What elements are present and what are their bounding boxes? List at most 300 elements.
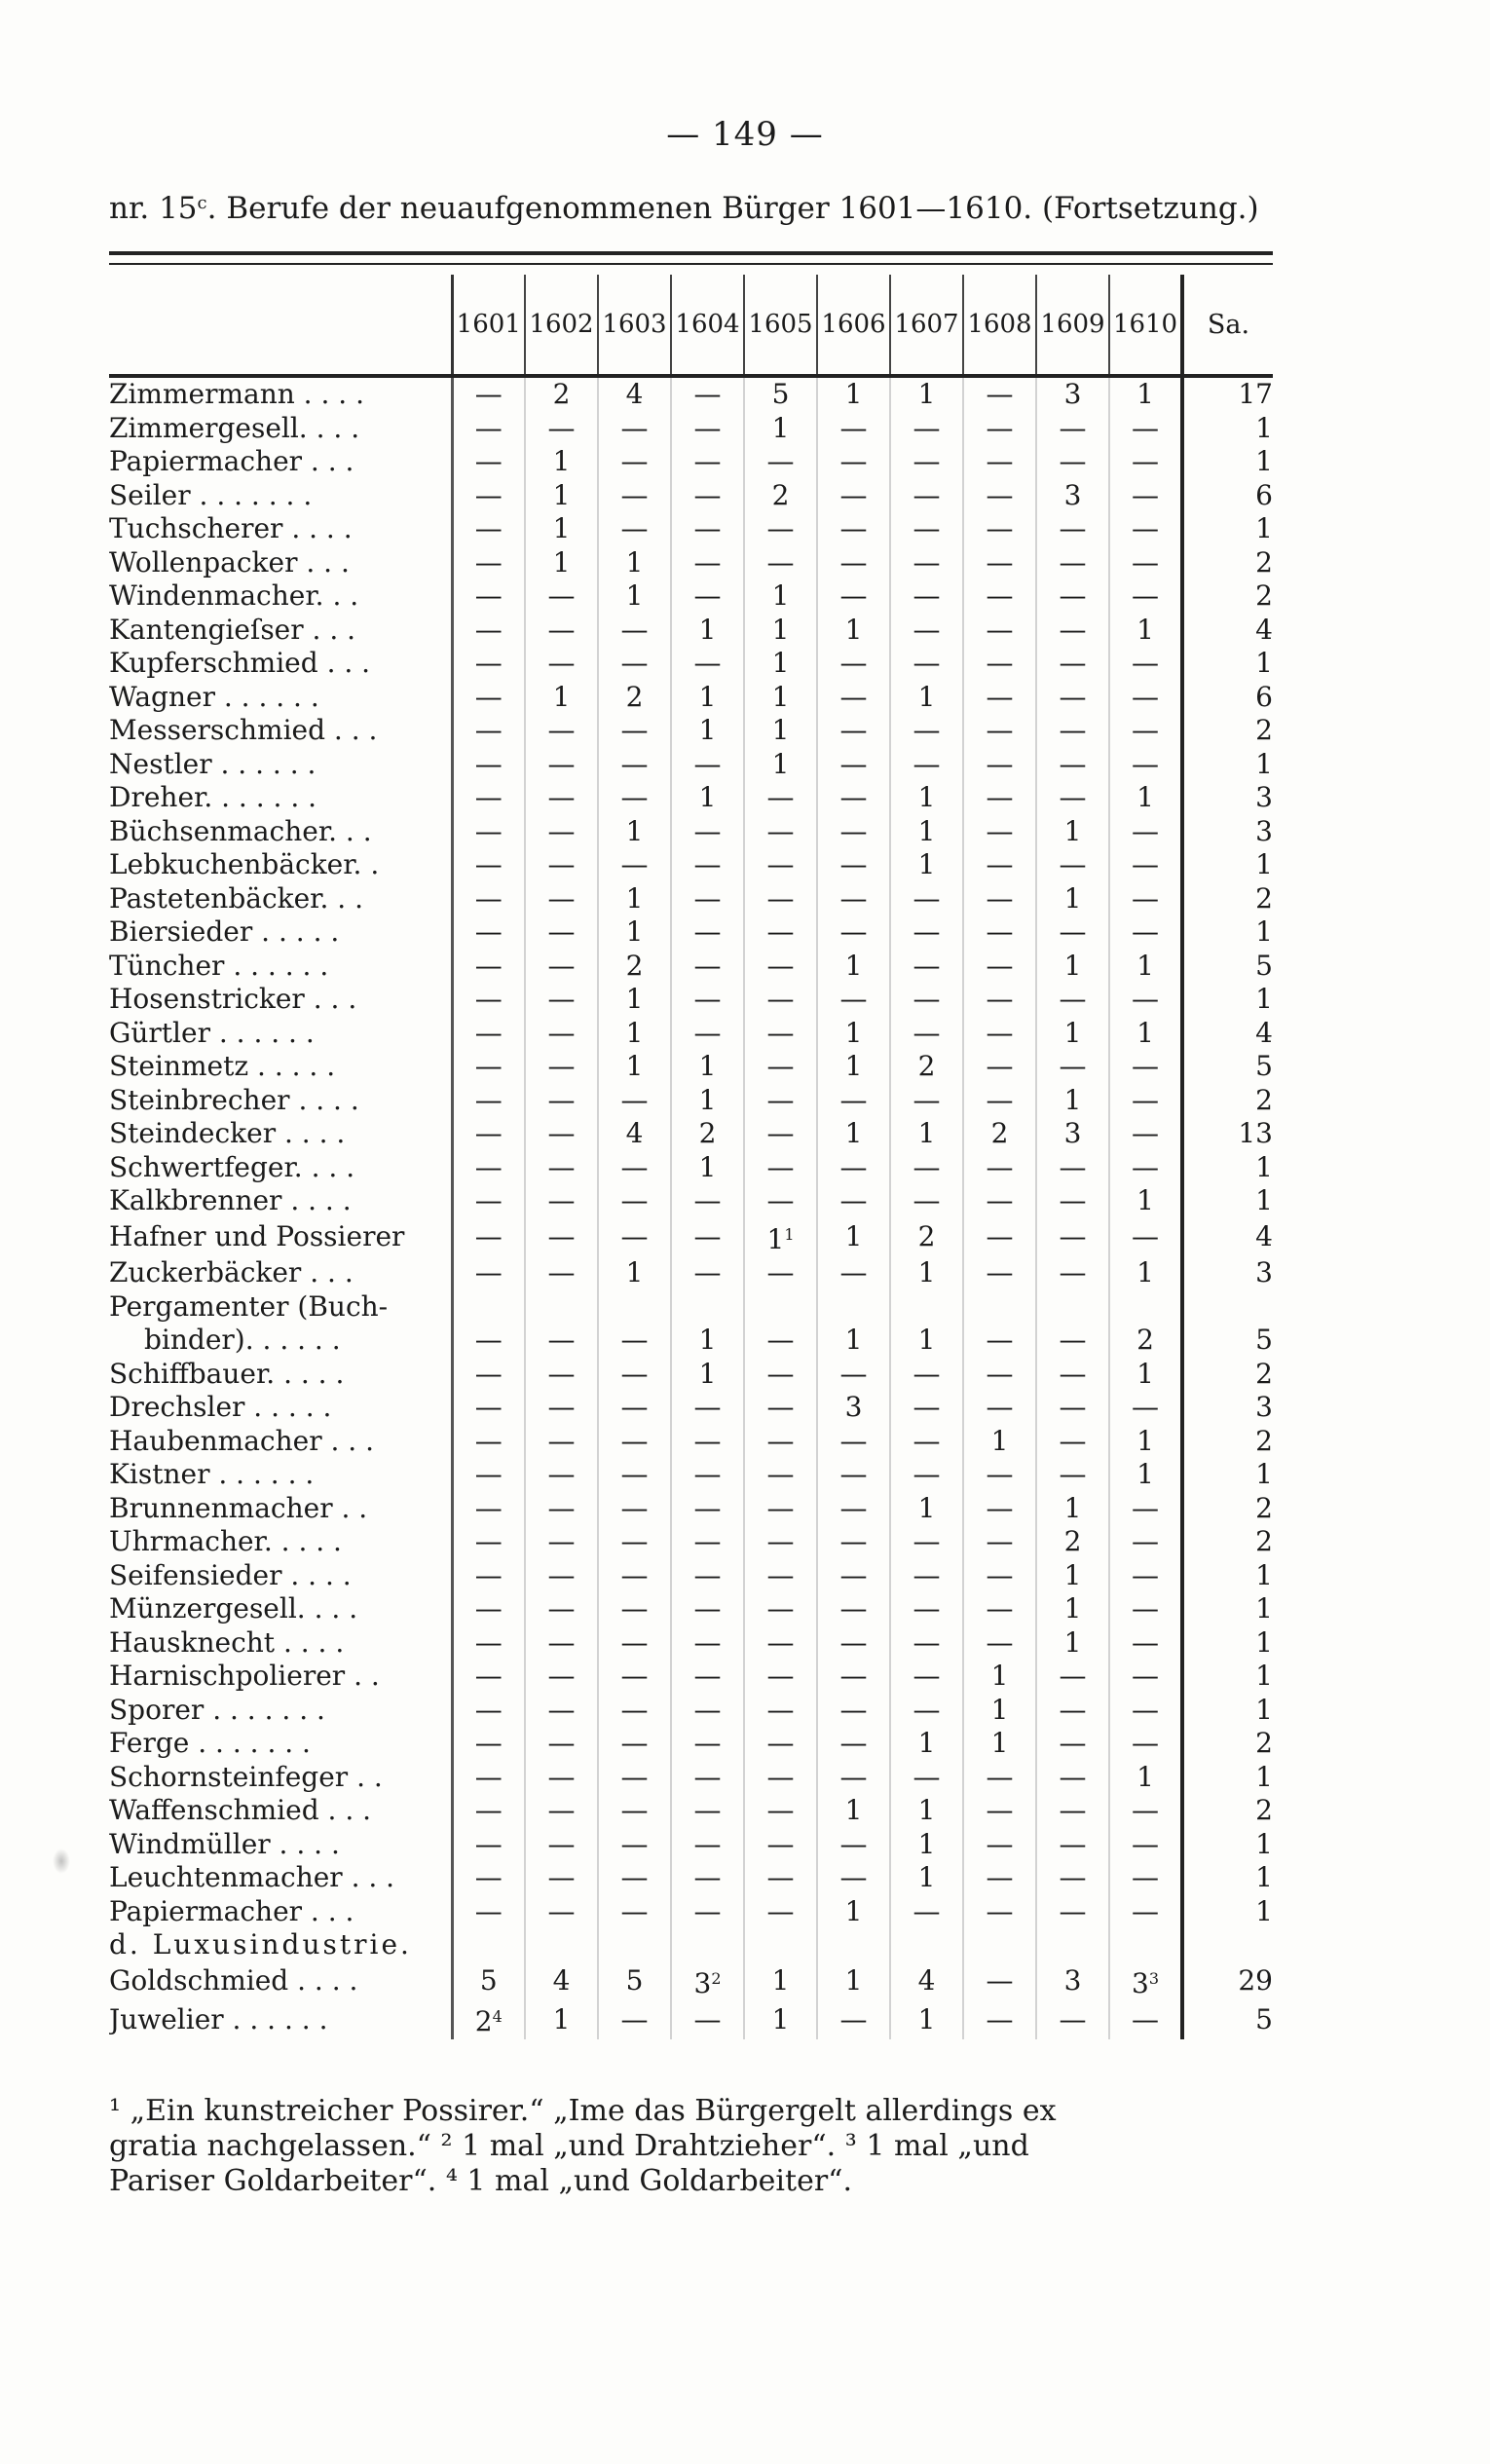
cell-value: — (474, 545, 503, 579)
occupation-name: Steinmetz . . . . . (109, 1050, 336, 1082)
cell-value: 2 (990, 1117, 1009, 1149)
cell-value: — (693, 1760, 722, 1793)
cell-value: 4 (625, 378, 644, 410)
table-row (109, 815, 1273, 849)
year-cell (963, 714, 1036, 748)
cell-value: 1 (917, 1861, 936, 1893)
cell-value: — (1059, 445, 1087, 477)
year-cell (817, 1559, 890, 1593)
header-year: 1609 (1036, 275, 1109, 374)
year-cell (890, 748, 963, 782)
year-cell (963, 579, 1036, 614)
year-cell (1036, 1458, 1109, 1492)
occupation-name: Brunnenmacher . . (109, 1491, 368, 1524)
cell-value: — (474, 1558, 503, 1591)
cell-value: 1 (844, 613, 863, 646)
cell-value: — (1059, 915, 1087, 948)
cell-value: — (547, 1693, 576, 1726)
year-cell (963, 1391, 1036, 1425)
year-cell (744, 479, 817, 513)
cell-value: 1 (917, 1117, 936, 1149)
cell-value: — (693, 747, 722, 780)
row-sum: 2 (1182, 579, 1273, 614)
cell-value: — (1132, 1592, 1159, 1624)
cell-value: — (839, 814, 868, 847)
year-cell (1036, 579, 1109, 614)
year-cell (890, 1559, 963, 1593)
year-cell (744, 1492, 817, 1526)
cell-value: — (1059, 613, 1087, 646)
year-cell (817, 1592, 890, 1626)
year-cell (1109, 1151, 1182, 1185)
year-cell (671, 781, 744, 815)
occupation-name: Schornsteinfeger . . (109, 1760, 383, 1793)
year-cell (525, 1218, 598, 1257)
cell-value: — (474, 949, 503, 982)
occupation-name: Schwertfeger. . . . (109, 1150, 355, 1183)
year-cell (1036, 1559, 1109, 1593)
cell-value: — (620, 2002, 649, 2035)
year-cell (1036, 1184, 1109, 1218)
year-cell (744, 1761, 817, 1795)
cell-value: 1 (771, 747, 790, 780)
cell-value: 1 (917, 781, 936, 813)
occupation-name: Zimmergesell. . . . (109, 411, 360, 444)
year-cell (890, 950, 963, 984)
year-cell (525, 781, 598, 815)
year-cell (1109, 815, 1182, 849)
cell-value: 4 (625, 1117, 644, 1149)
year-cell (671, 848, 744, 882)
row-sum: 6 (1182, 479, 1273, 513)
cell-value: — (839, 915, 868, 948)
year-cell (1036, 1084, 1109, 1118)
table-row (109, 950, 1273, 984)
row-sum: 1 (1182, 412, 1273, 446)
cell-value: — (986, 1184, 1014, 1216)
cell-value: — (474, 915, 503, 948)
year-cell (598, 1425, 671, 1459)
cell-value: — (547, 1324, 576, 1356)
cell-value: — (474, 1525, 503, 1557)
cell-value: 1 (1136, 1458, 1154, 1490)
year-cell (963, 1084, 1036, 1118)
year-cell (671, 614, 744, 648)
year-cell (598, 376, 671, 412)
table-row (109, 1761, 1273, 1795)
cell-value: — (766, 445, 795, 477)
cell-value: — (986, 1525, 1014, 1557)
year-cell (598, 748, 671, 782)
year-cell (817, 815, 890, 849)
cell-value: 1 (625, 579, 644, 612)
year-cell (525, 1694, 598, 1728)
row-sum: 5 (1182, 2000, 1273, 2039)
cell-value: — (839, 881, 868, 915)
year-cell (671, 915, 744, 950)
year-cell (452, 848, 525, 882)
cell-value: — (839, 1525, 868, 1557)
year-cell (598, 1895, 671, 1929)
cell-value: — (620, 478, 649, 511)
footnotes (109, 2094, 1273, 2199)
cell-value: — (474, 1592, 503, 1624)
year-cell (817, 1084, 890, 1118)
cell-value: — (1132, 647, 1159, 679)
year-cell (598, 1458, 671, 1492)
year-cell (963, 1184, 1036, 1218)
year-cell (963, 614, 1036, 648)
row-sum: 1 (1182, 915, 1273, 950)
cell-value: — (986, 1760, 1014, 1793)
cell-value: 1 (771, 613, 790, 646)
year-cell (890, 815, 963, 849)
cell-value: — (620, 1894, 649, 1927)
cell-value: — (766, 1760, 795, 1793)
cell-value: 1 (552, 445, 571, 477)
year-cell (744, 1290, 817, 1325)
year-cell (671, 1458, 744, 1492)
cell-value: — (839, 478, 868, 511)
cell-value: — (547, 915, 576, 948)
year-cell (1036, 1928, 1109, 1962)
table-row (109, 781, 1273, 815)
year-cell (963, 1895, 1036, 1929)
cell-value: — (693, 2002, 722, 2035)
row-sum: 1 (1182, 1184, 1273, 1218)
section-heading: d. Luxusindustrie. (109, 1928, 412, 1960)
year-cell (1109, 1928, 1182, 1962)
footnote-line-3: Pariser Goldarbeiter“. ⁴ 1 mal „und Goldarbeiter“. (109, 2164, 853, 2198)
row-sum: 3 (1182, 1391, 1273, 1425)
cell-value: — (474, 1827, 503, 1860)
cell-value: — (839, 647, 868, 679)
year-cell (525, 1358, 598, 1392)
year-cell (452, 1492, 525, 1526)
cell-value: — (913, 949, 941, 982)
year-cell (890, 848, 963, 882)
cell-value: 5 (771, 378, 790, 410)
year-cell (1109, 714, 1182, 748)
cell-value: 1 (917, 680, 936, 713)
cell-value: — (986, 1592, 1014, 1624)
year-cell (452, 1525, 525, 1559)
year-cell (1036, 647, 1109, 681)
cell-value: — (839, 1660, 868, 1692)
cell-value: — (1132, 714, 1159, 746)
cell-value: — (693, 881, 722, 915)
year-cell (1036, 2000, 1109, 2039)
year-cell (1036, 1592, 1109, 1626)
year-cell (1036, 614, 1109, 648)
cell-value: — (693, 814, 722, 847)
year-cell (1036, 1324, 1109, 1358)
year-cell (525, 1592, 598, 1626)
cell-value: — (766, 1256, 795, 1288)
year-cell (890, 1151, 963, 1185)
cell-value: 1 (1063, 1491, 1082, 1524)
cell-value: — (986, 881, 1014, 915)
year-cell (452, 479, 525, 513)
year-cell (890, 412, 963, 446)
cell-value: — (1059, 680, 1087, 713)
cell-value: 3 (844, 1391, 863, 1423)
year-cell (744, 1861, 817, 1895)
year-cell (525, 1184, 598, 1218)
year-cell (744, 614, 817, 648)
year-cell (744, 1084, 817, 1118)
cell-value: — (547, 1016, 576, 1049)
year-cell (817, 614, 890, 648)
cell-value: — (913, 881, 941, 915)
year-cell (525, 1828, 598, 1862)
cell-value: — (693, 1592, 722, 1624)
cell-value: — (839, 1184, 868, 1216)
year-cell (598, 1761, 671, 1795)
cell-value: — (1132, 579, 1159, 612)
year-cell (963, 479, 1036, 513)
cell-value: — (1132, 478, 1159, 511)
cell-value: — (839, 512, 868, 544)
cell-value: — (620, 1558, 649, 1591)
cell-value: — (1132, 915, 1159, 948)
year-cell (598, 512, 671, 546)
year-cell (452, 1861, 525, 1895)
table-row (109, 1184, 1273, 1218)
cell-value: — (620, 1794, 649, 1826)
cell-value: 1 (771, 579, 790, 612)
year-cell (890, 681, 963, 715)
cell-value: — (1059, 579, 1087, 612)
year-cell (744, 1391, 817, 1425)
year-cell (598, 1559, 671, 1593)
year-cell (890, 1828, 963, 1862)
year-cell (671, 1592, 744, 1626)
year-cell (744, 1794, 817, 1828)
cell-value: — (766, 1727, 795, 1759)
cell-value: — (547, 1083, 576, 1116)
cell-value: 2 (698, 1117, 717, 1149)
row-sum: 5 (1182, 1324, 1273, 1358)
year-cell (744, 1458, 817, 1492)
year-cell (598, 1727, 671, 1761)
year-cell (817, 1828, 890, 1862)
year-cell (671, 1391, 744, 1425)
year-cell (1109, 748, 1182, 782)
year-cell (744, 681, 817, 715)
year-cell (817, 950, 890, 984)
table-caption (109, 191, 1278, 226)
cell-value: 1 (552, 478, 571, 511)
year-cell (671, 1184, 744, 1218)
year-cell (452, 1794, 525, 1828)
year-cell (452, 1117, 525, 1151)
cell-value: — (474, 1727, 503, 1759)
year-cell (744, 445, 817, 479)
header-year: 1603 (598, 275, 671, 374)
year-cell (744, 647, 817, 681)
cell-value: — (913, 1424, 941, 1457)
year-cell (890, 1895, 963, 1929)
cell-value: — (693, 1458, 722, 1490)
cell-value: — (766, 1491, 795, 1524)
year-cell (890, 882, 963, 916)
year-cell (817, 748, 890, 782)
year-cell (890, 1694, 963, 1728)
year-cell (817, 1962, 890, 2001)
year-cell (963, 1492, 1036, 1526)
cell-value: — (693, 411, 722, 444)
header-year: 1601 (452, 275, 525, 374)
cell-value: — (474, 1256, 503, 1288)
cell-value: 1 (552, 680, 571, 713)
year-cell (963, 2000, 1036, 2039)
cell-value: — (839, 445, 868, 477)
year-cell (1036, 1525, 1109, 1559)
cell-value: — (913, 1525, 941, 1557)
cell-value: — (1132, 1050, 1159, 1082)
cell-value: — (547, 1424, 576, 1457)
year-cell (817, 1050, 890, 1084)
year-cell (1036, 1358, 1109, 1392)
year-cell (1109, 1525, 1182, 1559)
year-cell (817, 445, 890, 479)
cell-value: 2 (625, 949, 644, 982)
cell-value: — (1059, 1693, 1087, 1726)
cell-value: 1 (1063, 1083, 1082, 1116)
year-cell (744, 781, 817, 815)
cell-value: — (1132, 747, 1159, 780)
occupation-name: Ferge . . . . . . . (109, 1727, 311, 1759)
table-row (109, 1525, 1273, 1559)
table-row (109, 1794, 1273, 1828)
cell-value: — (547, 1660, 576, 1692)
year-cell (744, 915, 817, 950)
cell-value: — (1059, 2002, 1087, 2035)
year-cell (452, 546, 525, 580)
year-cell (671, 1559, 744, 1593)
cell-value: — (1132, 1894, 1159, 1927)
cell-value: 1 (1063, 1625, 1082, 1659)
cell-value: — (620, 1861, 649, 1893)
cell-value: — (986, 1861, 1014, 1893)
cell-value: — (839, 1861, 868, 1893)
row-sum: 13 (1182, 1117, 1273, 1151)
year-cell (452, 647, 525, 681)
cell-value: — (620, 1491, 649, 1524)
cell-value: 1 (698, 781, 717, 813)
cell-value: 2 (917, 1220, 936, 1252)
cell-value: — (620, 1625, 649, 1659)
cell-value: — (766, 983, 795, 1015)
year-cell (525, 748, 598, 782)
year-cell (671, 1525, 744, 1559)
year-cell (671, 647, 744, 681)
year-cell (963, 445, 1036, 479)
year-cell (452, 983, 525, 1017)
table-row (109, 647, 1273, 681)
year-cell (671, 1256, 744, 1290)
year-cell (817, 1794, 890, 1828)
cell-value: — (547, 1727, 576, 1759)
cell-value: — (839, 1625, 868, 1659)
cell-value: — (547, 1558, 576, 1591)
cell-value: — (1132, 1117, 1159, 1149)
row-sum: 2 (1182, 546, 1273, 580)
year-cell (525, 950, 598, 984)
occupation-name: Pastetenbäcker. . . (109, 881, 363, 915)
footnote-marker: 1 (784, 1224, 795, 1244)
cell-value: — (474, 512, 503, 544)
cell-value: — (693, 378, 722, 410)
cell-value: 5 (479, 1964, 498, 1997)
row-sum: 1 (1182, 1458, 1273, 1492)
cell-value: — (474, 1660, 503, 1692)
cell-value: 1 (698, 1357, 717, 1390)
cell-value: — (1059, 1760, 1087, 1793)
year-cell (1036, 1794, 1109, 1828)
year-cell (1036, 1425, 1109, 1459)
cell-value: — (1132, 814, 1159, 847)
year-cell (598, 1084, 671, 1118)
row-sum: 1 (1182, 1592, 1273, 1626)
year-cell (452, 1727, 525, 1761)
year-cell (963, 915, 1036, 950)
cell-value: — (913, 1458, 941, 1490)
year-cell (963, 1358, 1036, 1392)
occupation-name: Drechsler . . . . . (109, 1391, 332, 1423)
cell-value: — (986, 680, 1014, 713)
year-cell (1036, 445, 1109, 479)
cell-value: — (766, 1184, 795, 1216)
row-sum: 1 (1182, 1151, 1273, 1185)
cell-value: — (620, 1184, 649, 1216)
cell-value: — (839, 1827, 868, 1860)
year-cell (890, 915, 963, 950)
cell-value: — (547, 1861, 576, 1893)
table-row (109, 445, 1273, 479)
cell-value: 1 (1136, 613, 1154, 646)
cell-value: 1 (1136, 1184, 1154, 1216)
year-cell (890, 983, 963, 1017)
table-row (109, 1084, 1273, 1118)
year-cell (890, 1324, 963, 1358)
year-cell (1036, 1861, 1109, 1895)
year-cell (525, 1525, 598, 1559)
year-cell (525, 1626, 598, 1661)
year-cell (890, 2000, 963, 2039)
year-cell (1036, 781, 1109, 815)
year-cell (890, 1727, 963, 1761)
cell-value: — (1132, 680, 1159, 713)
year-cell (452, 1458, 525, 1492)
cell-value: — (620, 1525, 649, 1557)
header-year: 1607 (890, 275, 963, 374)
cell-value: — (986, 579, 1014, 612)
occupation-name: Münzergesell. . . . (109, 1592, 358, 1624)
year-cell (963, 1559, 1036, 1593)
cell-value: — (620, 613, 649, 646)
header-year: 1605 (744, 275, 817, 374)
year-cell (1109, 614, 1182, 648)
cell-value: — (693, 1727, 722, 1759)
year-cell (744, 376, 817, 412)
cell-value: — (693, 1894, 722, 1927)
occupation-name: Leuchtenmacher . . . (109, 1861, 395, 1893)
cell-value: — (1059, 781, 1087, 813)
year-cell (817, 681, 890, 715)
year-cell (744, 1425, 817, 1459)
